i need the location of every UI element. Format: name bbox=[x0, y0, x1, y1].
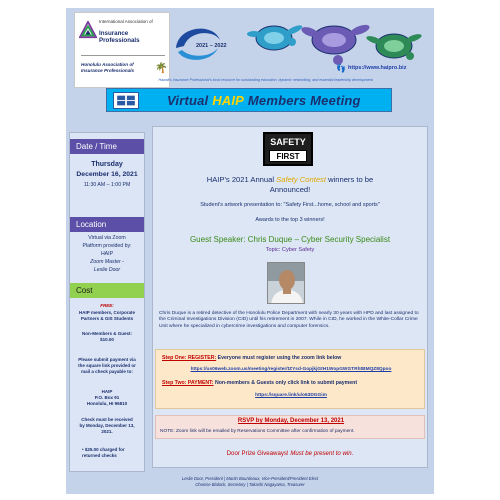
registration-steps bbox=[155, 349, 425, 409]
flyer-page bbox=[66, 8, 434, 494]
turtle-2 bbox=[300, 23, 371, 65]
iaip-logo bbox=[74, 12, 170, 88]
date-time-heading: Date / Time bbox=[70, 139, 144, 154]
logo-line-3: Honolulu Association of Insurance Professionals bbox=[81, 62, 135, 73]
step-two: Step Two: PAYMENT: Non-members & Guests only click link to submit payment bbox=[162, 380, 358, 386]
bullet-icon: • bbox=[82, 447, 85, 452]
rsvp-deadline: RSVP by Monday, December 13, 2021 bbox=[237, 418, 345, 424]
free-label: FREE: bbox=[100, 303, 114, 308]
safety-first-badge: SAFETY FIRST bbox=[263, 132, 313, 166]
footer-line-2: Chonise Blalock, Secretary | Takashi Nagayama, Treasurer bbox=[195, 482, 305, 487]
door-prize: Door Prize Giveaways! Must be present to win. bbox=[226, 450, 354, 457]
po-box: P.O. Box 91 bbox=[94, 395, 120, 400]
awards-line: Awards to the top 3 winners! bbox=[255, 217, 325, 223]
guest-speaker: Guest Speaker: Chris Duque – Cyber Security Specialist bbox=[189, 235, 391, 244]
speaker-topic: Topic: Cyber Safety bbox=[265, 247, 315, 253]
footer-line-1: Leslie Door, President | Martin Bourdeaux, Vice-President/President Elect bbox=[181, 476, 319, 481]
palm-tree-icon: 🌴 bbox=[155, 63, 168, 74]
turtle-1 bbox=[247, 23, 303, 50]
free-description: HAIP members, Corporate Partners & GIS Students bbox=[79, 310, 135, 321]
triangle-logo-icon bbox=[79, 21, 97, 39]
payee: HAIP bbox=[101, 389, 113, 394]
zoom-register-link[interactable]: https://us06web.zoom.us/meeting/register/tZYsd-GopjkjGtH1WopGWGTRhtBMQZ8Qpoo bbox=[190, 367, 392, 372]
artwork-line: Student's artwork presentation to: "Safety First...home, school and sports" bbox=[200, 202, 380, 208]
location-line-1: Virtual via Zoom bbox=[88, 235, 126, 241]
turtle-3 bbox=[365, 32, 422, 60]
person-photo-icon bbox=[268, 263, 305, 304]
event-day: Thursday bbox=[91, 161, 123, 168]
event-sidebar bbox=[69, 132, 145, 472]
check-deadline: Check must be received by Monday, December 13, 2021. bbox=[79, 417, 135, 434]
officers-footer bbox=[66, 476, 434, 488]
tagline: Hawaii's Insurance Professional's local resource for outstanding education, dynamic networking, and essential leadership development. bbox=[158, 78, 374, 82]
location-heading: Location bbox=[70, 217, 144, 232]
step-one: Step One: REGISTER: Everyone must register using the zoom link below bbox=[162, 355, 342, 361]
city: Honolulu, HI 96810 bbox=[86, 401, 128, 406]
location-line-4: Zoom Master - bbox=[90, 259, 124, 265]
square-payment-link[interactable]: https://square.link/u/o63DGGim bbox=[255, 393, 327, 398]
video-meeting-icon bbox=[113, 92, 139, 109]
returned-check-fee: • $25.00 charged for returned checks bbox=[82, 447, 125, 458]
website-link[interactable]: https://www.haipro.biz bbox=[348, 65, 407, 71]
contest-heading: HAIP's 2021 Annual Safety Contest winners to be Announced! bbox=[206, 175, 374, 194]
cost-heading: Cost bbox=[70, 283, 144, 298]
payment-note: Please submit payment via the square link provided or mail a check payable to: bbox=[78, 357, 136, 374]
location-line-3: HAIP bbox=[100, 251, 114, 257]
flip-flops-icon: 👣 bbox=[336, 64, 346, 73]
event-time: 11:30 AM – 1:00 PM bbox=[83, 182, 131, 188]
location-line-5: Leslie Door bbox=[93, 267, 121, 273]
non-member-price: Non-Members & Guest: $10.00 bbox=[81, 331, 132, 342]
logo-line-2: Insurance Professionals bbox=[99, 30, 140, 44]
banner-title: Virtual HAIP Members Meeting bbox=[167, 93, 361, 108]
years-label: 2021 – 2022 bbox=[196, 43, 227, 49]
speaker-photo bbox=[267, 262, 305, 304]
location-line-2: Platform provided by: bbox=[82, 243, 132, 249]
main-content bbox=[152, 126, 428, 468]
logo-line-1: International Association of bbox=[99, 19, 153, 24]
event-date: December 16, 2021 bbox=[76, 171, 138, 178]
meeting-banner bbox=[106, 88, 392, 112]
rsvp-box bbox=[155, 415, 425, 439]
speaker-bio: Chris Duque is a retired detective of the Honolulu Police Department with nearly 30 years with HPD and last assigned to the Criminal Investigations Division (CID) until his retirement in 2007. While in CID, he worked in the White-Collar Crime Unit where he specialized in cybercrime investigations and computer forensics. bbox=[159, 311, 419, 329]
logo-divider bbox=[81, 55, 165, 56]
rsvp-note: NOTE: Zoom link will be emailed by Reservations Committee after confirmation of payment. bbox=[160, 429, 355, 434]
